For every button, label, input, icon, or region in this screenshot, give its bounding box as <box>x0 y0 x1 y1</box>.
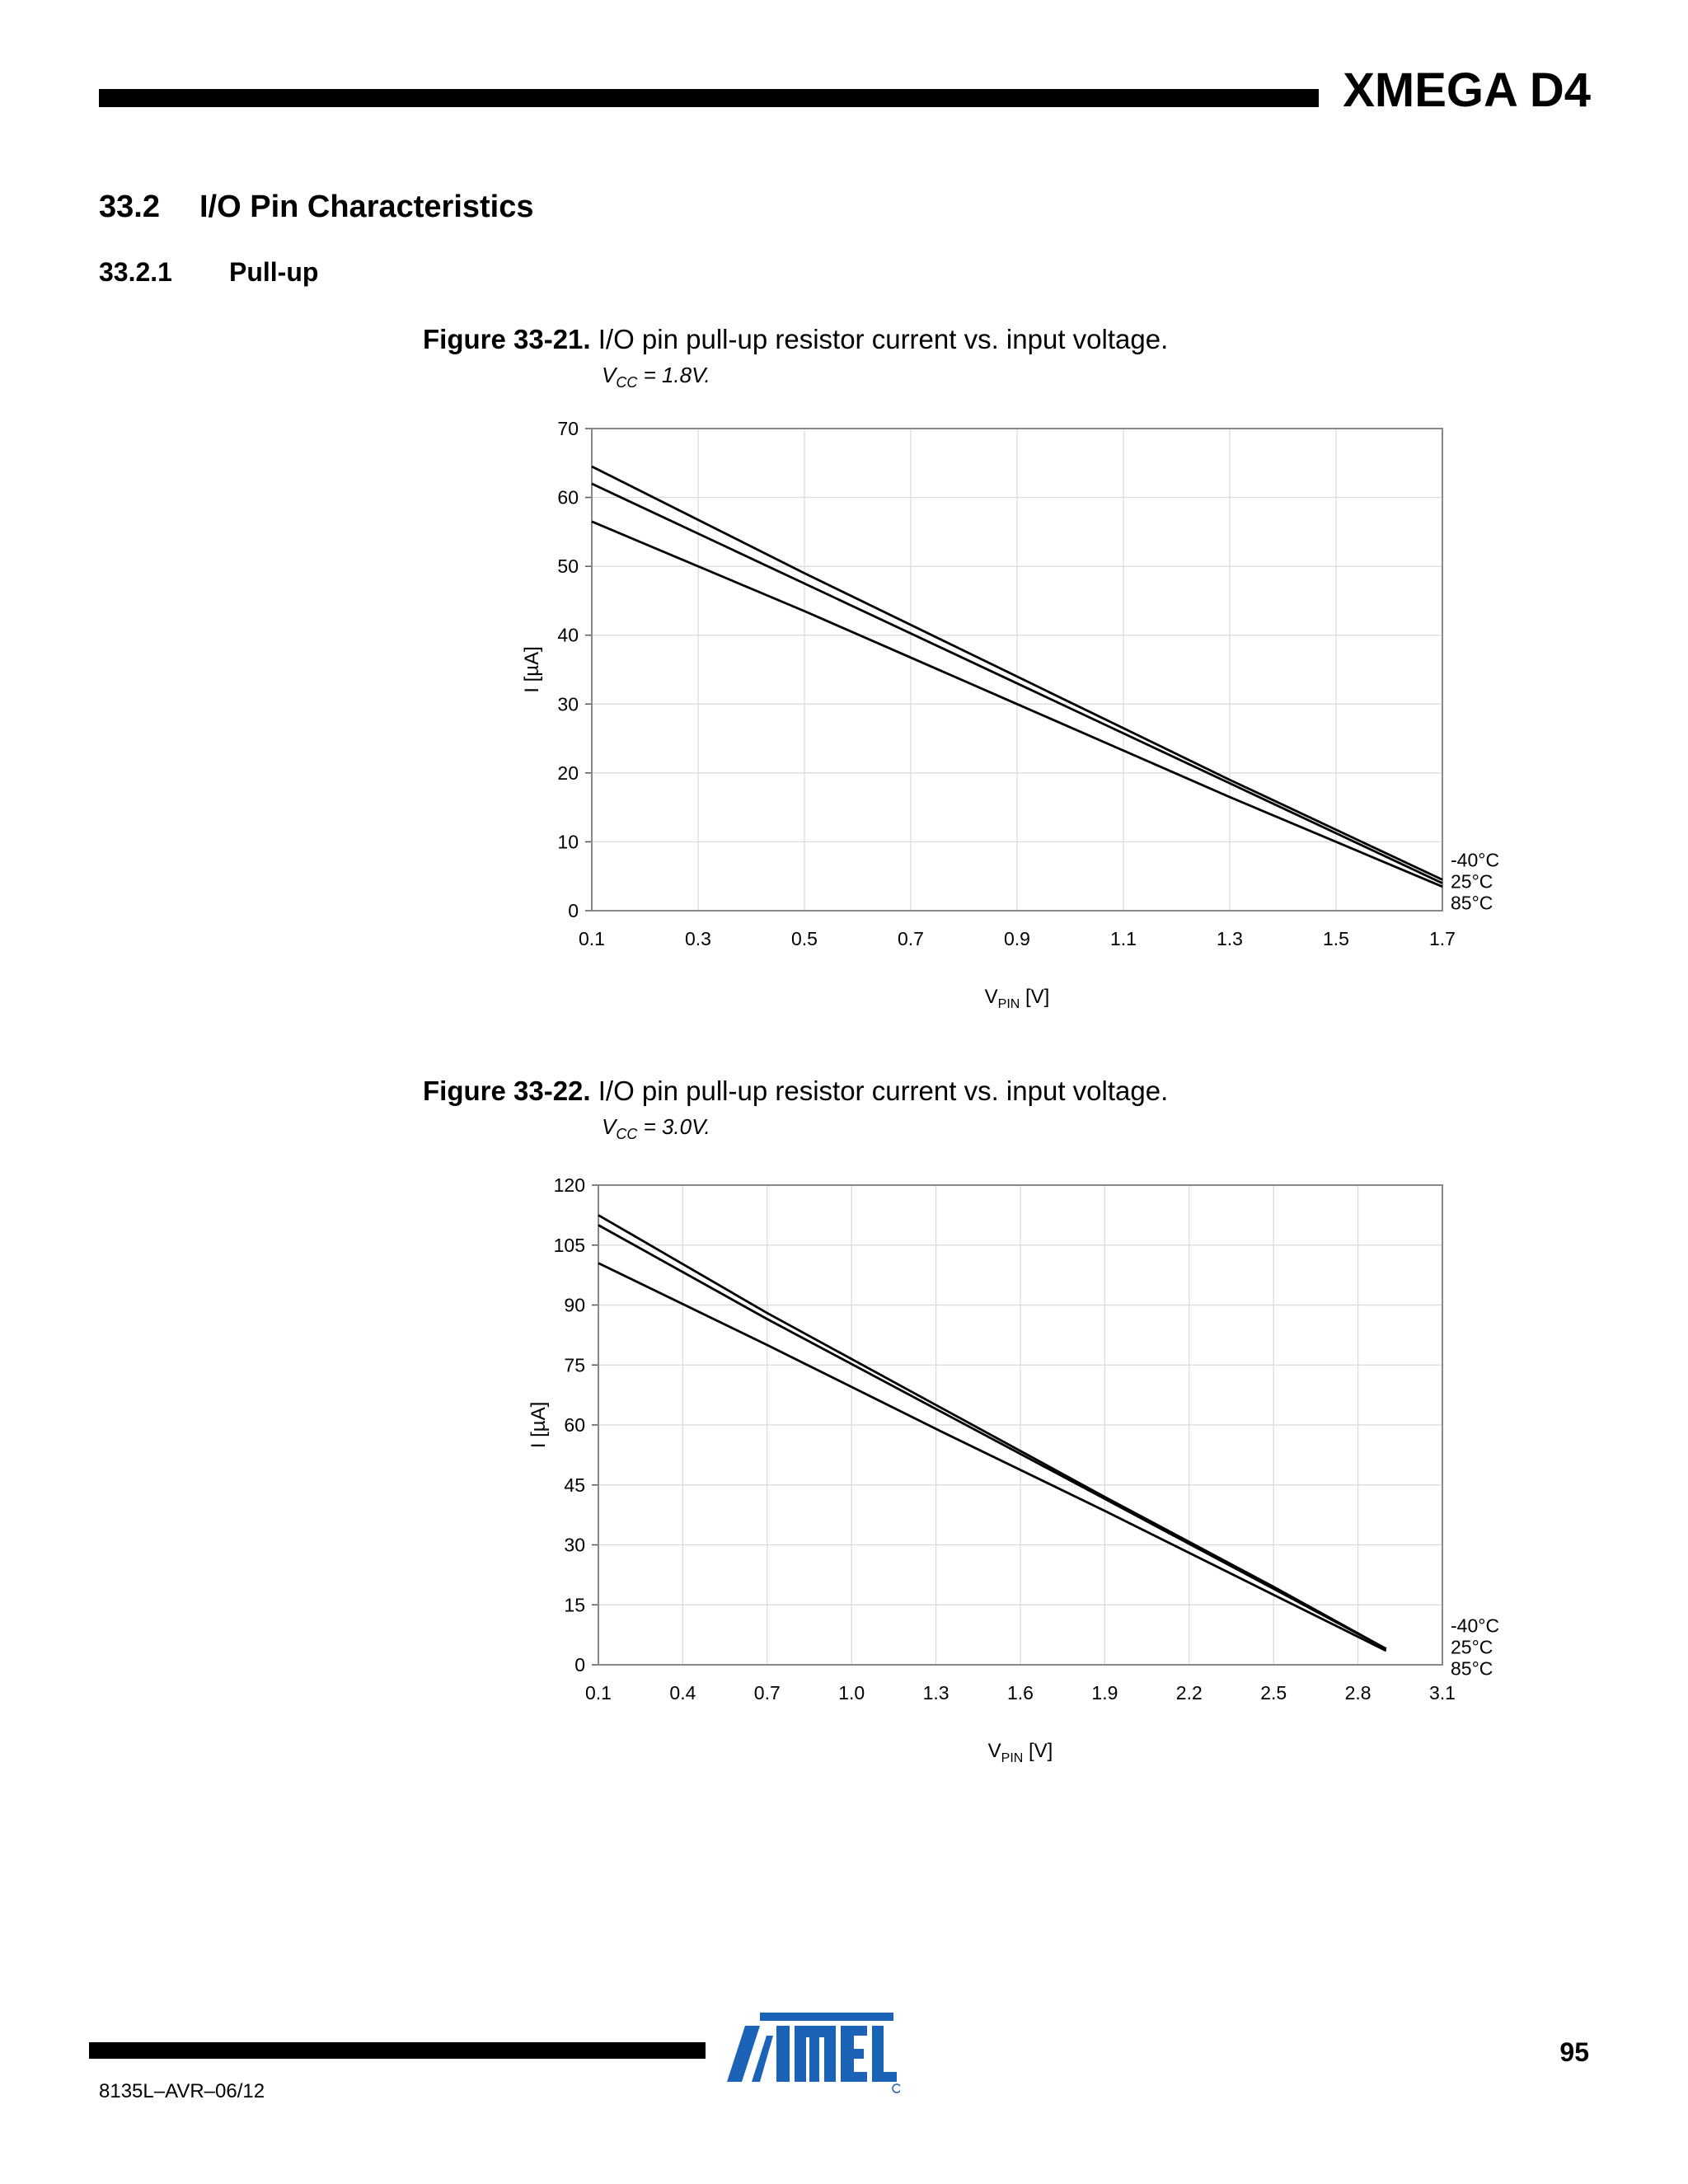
legend-entry: 85°C <box>1451 1657 1493 1680</box>
y-tick-label: 60 <box>557 486 579 509</box>
figure-condition <box>602 363 710 391</box>
series-line-minus40c <box>592 466 1442 879</box>
footer-rule <box>89 2042 706 2059</box>
x-tick-label: 1.3 <box>922 1682 950 1704</box>
document-title: XMEGA D4 <box>1343 63 1591 117</box>
x-tick-label: 1.5 <box>1323 928 1349 949</box>
y-tick-label: 70 <box>557 418 579 439</box>
header-rule <box>99 89 1319 107</box>
x-tick-label: 0.1 <box>579 928 605 949</box>
figure-caption <box>423 1076 1168 1107</box>
y-tick-label: 0 <box>574 1654 585 1675</box>
x-tick-label: 2.8 <box>1344 1682 1372 1704</box>
series-line-25c <box>592 484 1442 883</box>
legend-entry: -40°C <box>1451 1615 1500 1637</box>
series-line-minus40c <box>598 1215 1386 1648</box>
legend-entry: 85°C <box>1451 892 1493 914</box>
y-tick-label: 10 <box>557 831 579 853</box>
legend-entry: 25°C <box>1451 1636 1493 1658</box>
page-number: 95 <box>1559 2037 1589 2067</box>
cond-var: V <box>602 1114 617 1139</box>
x-tick-label: 1.6 <box>1007 1682 1034 1704</box>
figure-condition <box>602 1114 710 1143</box>
x-tick-label: 0.7 <box>753 1682 781 1704</box>
series-line-25c <box>598 1226 1386 1649</box>
x-axis-label: $V_{PIN}$ [V] <box>987 1740 1053 1765</box>
x-tick-label: 1.0 <box>838 1682 865 1704</box>
section-number: 33.2 <box>99 190 160 224</box>
legend-entry: -40°C <box>1451 849 1500 871</box>
x-tick-label: 3.1 <box>1429 1682 1456 1704</box>
x-tick-label: 2.5 <box>1260 1682 1287 1704</box>
figure-caption <box>423 324 1168 355</box>
document-code: 8135L–AVR–06/12 <box>99 2080 265 2102</box>
cond-sub: CC <box>616 374 638 391</box>
cond-rest: = 1.8V. <box>637 363 710 387</box>
series-line-85c <box>598 1263 1386 1651</box>
legend-entry: 25°C <box>1451 870 1493 893</box>
section-title: I/O Pin Characteristics <box>199 190 534 224</box>
x-tick-label: 1.1 <box>1110 928 1137 949</box>
y-tick-label: 60 <box>564 1414 585 1436</box>
y-tick-label: 90 <box>564 1294 585 1316</box>
y-tick-label: 75 <box>564 1354 585 1376</box>
y-tick-label: 0 <box>568 900 579 921</box>
y-tick-label: 105 <box>553 1234 585 1256</box>
figure-caption-text: I/O pin pull-up resistor current vs. input voltage. <box>598 1076 1169 1106</box>
x-tick-label: 0.3 <box>685 928 711 949</box>
x-tick-label: 0.9 <box>1004 928 1030 949</box>
cond-var: V <box>602 363 617 387</box>
x-tick-label: 0.5 <box>791 928 818 949</box>
atmel-logo <box>727 2011 900 2097</box>
x-axis-label: $V_{PIN}$ [V] <box>984 986 1050 1011</box>
x-tick-label: 0.7 <box>898 928 924 949</box>
y-tick-label: 30 <box>557 693 579 715</box>
x-tick-label: 1.7 <box>1429 928 1456 949</box>
x-tick-label: 0.4 <box>669 1682 696 1704</box>
cond-rest: = 3.0V. <box>637 1114 710 1139</box>
y-axis-label: I [µA] <box>528 1401 550 1449</box>
x-tick-label: 1.9 <box>1091 1682 1118 1704</box>
y-tick-label: 15 <box>564 1594 585 1616</box>
y-tick-label: 45 <box>564 1474 585 1496</box>
y-tick-label: 30 <box>564 1534 585 1556</box>
chart-svg <box>0 0 1688 1071</box>
figure-caption-text: I/O pin pull-up resistor current vs. input voltage. <box>598 324 1169 354</box>
x-tick-label: 0.1 <box>585 1682 612 1704</box>
y-tick-label: 50 <box>557 555 579 578</box>
chart-figure-33-21 <box>0 0 1688 1071</box>
y-tick-label: 40 <box>557 624 579 646</box>
figure-label: Figure 33-21. <box>423 324 591 354</box>
plot-area-frame <box>598 1185 1442 1665</box>
subsection-title: Pull-up <box>229 257 319 287</box>
series-line-85c <box>592 522 1442 887</box>
x-tick-label: 2.2 <box>1175 1682 1203 1704</box>
subsection-number: 33.2.1 <box>99 257 172 287</box>
plot-area-frame <box>592 429 1442 911</box>
atmel-logo-graphic <box>727 2011 900 2093</box>
figure-label: Figure 33-22. <box>423 1076 591 1106</box>
y-axis-label: I [µA] <box>521 646 543 693</box>
y-tick-label: 120 <box>553 1174 585 1196</box>
cond-sub: CC <box>616 1126 638 1143</box>
y-tick-label: 20 <box>557 762 579 784</box>
x-tick-label: 1.3 <box>1217 928 1243 949</box>
